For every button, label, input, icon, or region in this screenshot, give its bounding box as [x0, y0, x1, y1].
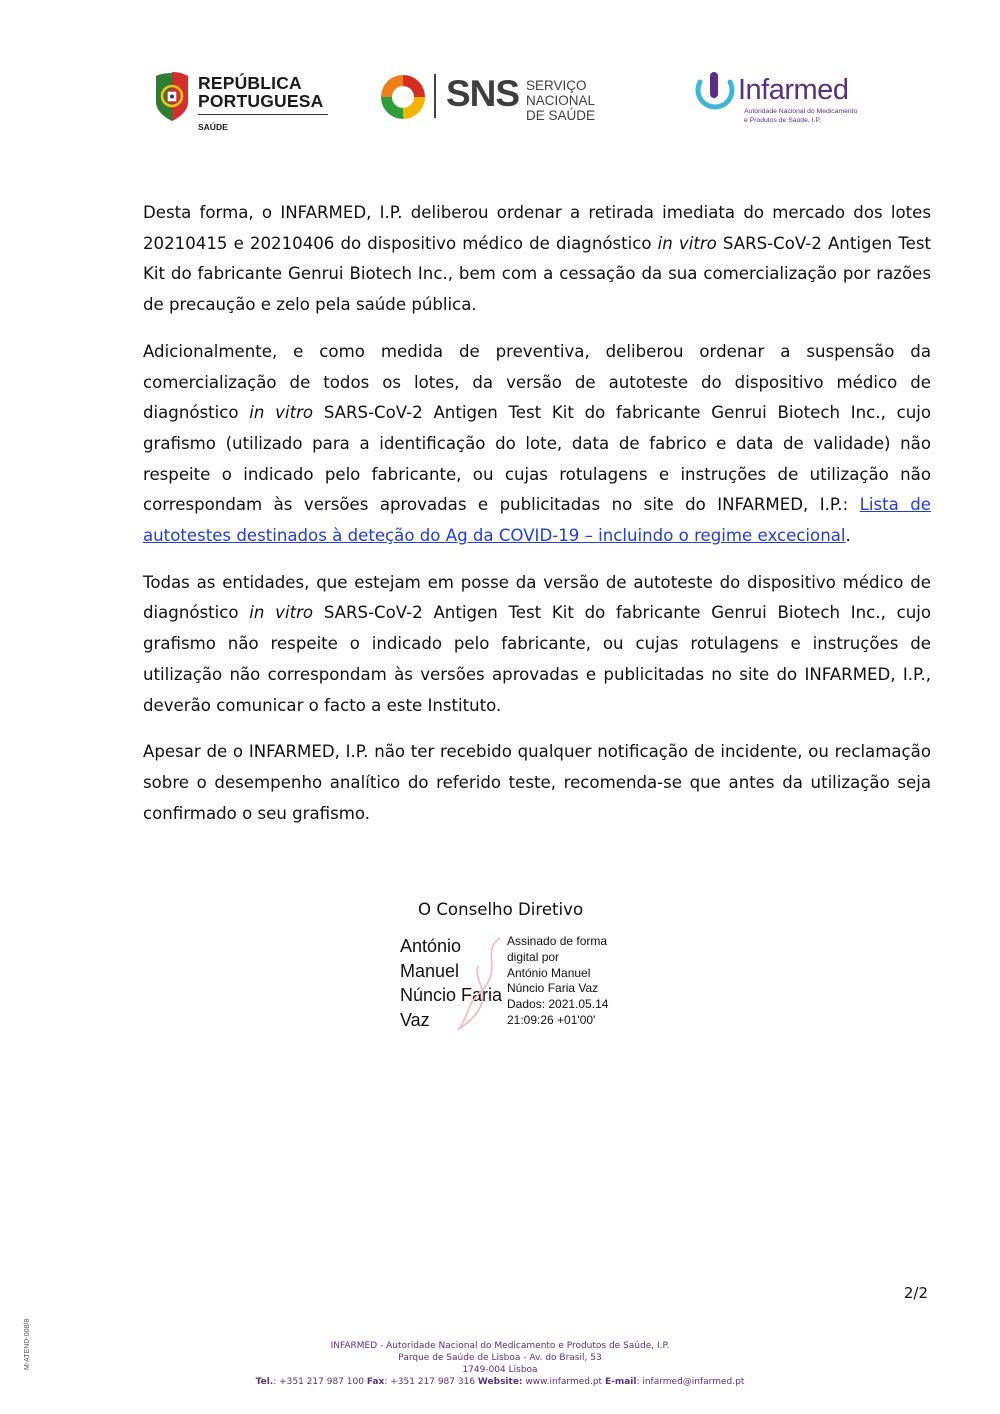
sns-abbr: SNS — [446, 73, 520, 114]
infarmed-subtitle: Autoridade Nacional do Medicamento e Produtos de Saúde, I.P. — [744, 108, 858, 124]
page-footer — [0, 1340, 1000, 1388]
page-header — [0, 60, 1000, 150]
rp-subtitle: SAÚDE — [198, 122, 228, 132]
sns-ring-icon — [378, 72, 428, 122]
council-title: O Conselho Diretivo — [418, 900, 584, 919]
paragraph-withdrawal: Desta forma, o INFARMED, I.P. deliberou ordenar a retirada imediata do mercado dos lotes 20210415 e 20210406 do dispositivo médico de diagnóstico in vitro SARS-CoV-2 Antigen Test Kit do fabricante Genrui Biotech Inc., bem com a cessação da sua comercialização por razões de precaução e zelo pela saúde pública. — [143, 203, 931, 315]
document-body — [143, 198, 931, 845]
sns-logo — [378, 72, 658, 122]
footer-website[interactable]: www.infarmed.pt — [522, 1377, 603, 1387]
sns-fullname: SERVIÇO NACIONAL DE SAÚDE — [526, 78, 596, 123]
sns-separator — [434, 74, 436, 118]
signature-stroke-icon — [444, 934, 508, 1034]
footer-address: Parque de Saúde de Lisboa - Av. do Brasil, 53 — [398, 1353, 602, 1363]
infarmed-name: Infarmed — [738, 74, 849, 106]
autotest-list-link[interactable]: Lista de autotestes destinados à deteção do Ag da COVID-19 – incluindo o regime excecional — [143, 495, 931, 546]
footer-email[interactable]: : infarmed@infarmed.pt — [636, 1377, 745, 1387]
footer-contacts: Tel.: +351 217 987 100 Fax: +351 217 987 316 Website: www.infarmed.pt E-mail: infarmed@infarmed.pt — [255, 1377, 745, 1387]
paragraph-entities: Todas as entidades, que estejam em posse da versão de autoteste do dispositivo médico de diagnóstico in vitro SARS-CoV-2 Antigen Test Kit do fabricante Genrui Biotech Inc., cujo grafismo não respeite o indicado pelo fabricante, ou cujas rotulagens e instruções de utilização não correspondam às versões aprovadas e publicitadas no site do INFARMED, I.P., deverão comunicar o facto a este Instituto. — [143, 572, 931, 715]
portugal-emblem-icon — [150, 72, 194, 122]
paragraph-recommendation: Apesar de o INFARMED, I.P. não ter recebido qualquer notificação de incidente, ou reclamação sobre o desempenho analítico do referido teste, recomenda-se que antes da utilização seja confirmado o seu grafismo. — [143, 742, 931, 823]
signature-details: Assinado de forma digital por António Manuel Núncio Faria Vaz Dados: 2021.05.14 21:09:26 +01'00' — [507, 934, 609, 1027]
footer-postcode: 1749-004 Lisboa — [462, 1365, 538, 1375]
footer-org: INFARMED - Autoridade Nacional do Medicamento e Produtos de Saúde, I.P. — [330, 1341, 670, 1351]
page-number: 2/2 — [903, 1284, 928, 1302]
paragraph-suspension: Adicionalmente, e como medida de preventiva, deliberou ordenar a suspensão da comercialização de todos os lotes, da versão de autoteste do dispositivo médico de diagnóstico in vitro SARS-CoV-2 Antigen Test Kit do fabricante Genrui Biotech Inc., cujo grafismo (utilizado para a identificação do lote, data de fabrico e data de validade) não respeite o indicado pelo fabricante, ou cujas rotulagens e instruções de utilização não correspondam às versões aprovadas e publicitadas no site do INFARMED, I.P.: Lista de autotestes destinados à deteção do Ag da COVID-19 – incluindo o regime excecional. — [143, 341, 931, 546]
document-ref-code: M-ATEND-008/8 — [24, 1318, 31, 1370]
digital-signature — [400, 934, 640, 1034]
rp-title: REPÚBLICA PORTUGUESA — [198, 73, 324, 111]
signer-name: António Manuel Núncio Faria Vaz — [400, 936, 503, 1030]
infarmed-mark-icon — [694, 72, 736, 116]
infarmed-logo — [694, 72, 874, 132]
rp-divider — [198, 114, 328, 115]
republica-portuguesa-logo — [150, 72, 350, 142]
